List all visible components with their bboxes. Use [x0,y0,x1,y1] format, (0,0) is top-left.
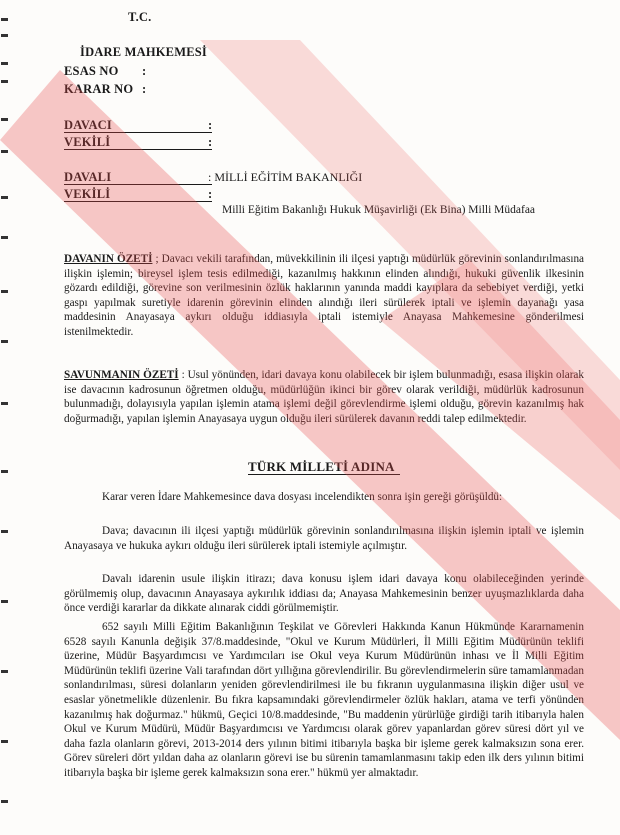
davali-value: : MİLLİ EĞİTİM BAKANLIĞI [208,170,363,184]
defense-text: : Usul yönünden, idari davaya konu olabilecek bir işlem bulunmadığı, esasa ilişkin olarak ise davacının kadrosunun öğretmen olduğu, müdürlüğün ikinci bir görev olarak verildiği, müdürlük kadrosunun bulunmadığı, dolayısıyla yapılan işlemin atama işlemi değil görevlendirme işlemi olduğu, görevin kazanılmış hak doğurmadığı, yapılan işlemin Anayasaya uygun olduğu ileri sürülerek davanın reddi talep edilmektedir. [64,369,584,425]
karar-no-colon: : [142,82,147,96]
defense-label: SAVUNMANIN ÖZETİ [64,369,179,381]
summary-paragraph [64,252,584,340]
verdict-title-underline [248,474,400,475]
davaci-vekili-underline [64,149,212,150]
summary-label: DAVANIN ÖZETİ [64,253,153,265]
davaci-underline [64,132,212,133]
davali-underline [64,184,212,185]
body-paragraph-2: Dava; davacının ili ilçesi yaptığı müdürlük görevinin sonlandırılmasına ilişkin işlemin iptali ve işlemin Anayasaya ve hukuka aykırı olduğu ileri sürülerek iptali istemiyle açılmıştır. [64,525,584,552]
verdict-title: TÜRK MİLLETİ ADINA [248,459,395,474]
davali-vekili-label: VEKİLİ [64,187,111,201]
tc-heading: T.C. [128,10,152,24]
defense-paragraph [64,368,584,426]
davali-vekili-colon: : [208,187,213,201]
esas-no-label: ESAS NO [64,64,119,78]
karar-no-label: KARAR NO [64,82,134,96]
body-paragraph-3: Davalı idarenin usule ilişkin itirazı; dava konusu işlem idari davaya konu olabileceğinden yerinde görülmemiş olup, davacının Anayasaya aykırılık iddiası da; Anayasa Mahkemesinin benzer uyuşmazlıklarda daha önce verdiği kararlar da dikkate alınarak ciddi görülmemiştir. [64,573,584,615]
body-paragraph-4: 652 sayılı Milli Eğitim Bakanlığının Teşkilat ve Görevleri Hakkında Kanun Hükmünde Kararnamenin 6528 sayılı Kanunla değişik 37/8.maddesinde, "Okul ve Kurum Müdürleri, İl Milli Eğitim Müdürünün teklifi üzerine, Müdür Başyardımcısı ve Yardımcıları ise Okul veya Kurum Müdürünün inhası ve İl Milli Eğitim Müdürünün teklifi üzerine Vali tarafından dört yıllığına görevlendirilir. Bu görevlendirmelerin süre tamamlanmadan sonlandırılması, süresi dolanların yeniden görevlendirilmesi ile bu fıkranın uygulanmasına ilişkin diğer usul ve esaslar yönetmelikle düzenlenir. Bu fıkra kapsamındaki görevlendirmeler özlük hakları, atama ve terfi yönünden kazanılmış hak doğurmaz." hükmü, Geçici 10/8.maddesinde, "Bu maddenin yürürlüğe girdiği tarih itibarıyla halen Okul ve Kurum Müdürü, Müdür Başyardımcısı ve Yardımcısı olarak görev yapanlardan görev süresi dört yıl ve daha fazla olanların görevi, 2013-2014 ders yılının bitimi itibarıyla başka bir işleme gerek kalmaksızın sona erer. Görev süreleri dört yıldan daha az olanların görevi ise bu sürenin tamamlanmasını takip eden ilk ders yılının bitimi itibarıyla başka bir işleme gerek kalmaksızın sona erer." hükmü yer almaktadır. [64,621,584,779]
court-name: İDARE MAHKEMESİ [80,45,207,59]
davaci-label: DAVACI [64,118,112,132]
davali-vekili-underline [64,201,212,202]
esas-no-colon: : [142,64,147,78]
davali-vekili-value: Milli Eğitim Bakanlığı Hukuk Müşavirliği (Ek Bina) Milli Müdafaa [222,204,536,216]
body-paragraph-1: Karar veren İdare Mahkemesince dava dosyası incelendikten sonra işin gereği görüşüldü: [102,491,503,503]
davaci-vekili-colon: : [208,135,213,149]
summary-text: ; Davacı vekili tarafından, müvekkilinin ili ilçesi yaptığı müdürlük görevinin sonlandırılmasına ilişkin işlemin; bireysel işlem tesis edilmediği, kazanılmış hakkının elinden alındığı, hukuki güvenlik ilkesinin gözardı edildiği, görevine son verilmesinin özlük haklarının yanında maddi kayıplara da sebebiyet verdiği, yetki gaspı yapılmak suretiyle idarenin görevinin elinden alındığı ileri sürülerek iptali ve işlemin dayanağı yasa maddesinin Anayasaya aykırı olduğu iddiasıyla iptali istemiyle Anayasa Mahkemesine gönderilmesi istenilmektedir. [64,253,585,338]
binding-holes [0,0,10,835]
davali-label: DAVALI [64,170,112,184]
davaci-vekili-label: VEKİLİ [64,135,111,149]
davaci-colon: : [208,118,213,132]
